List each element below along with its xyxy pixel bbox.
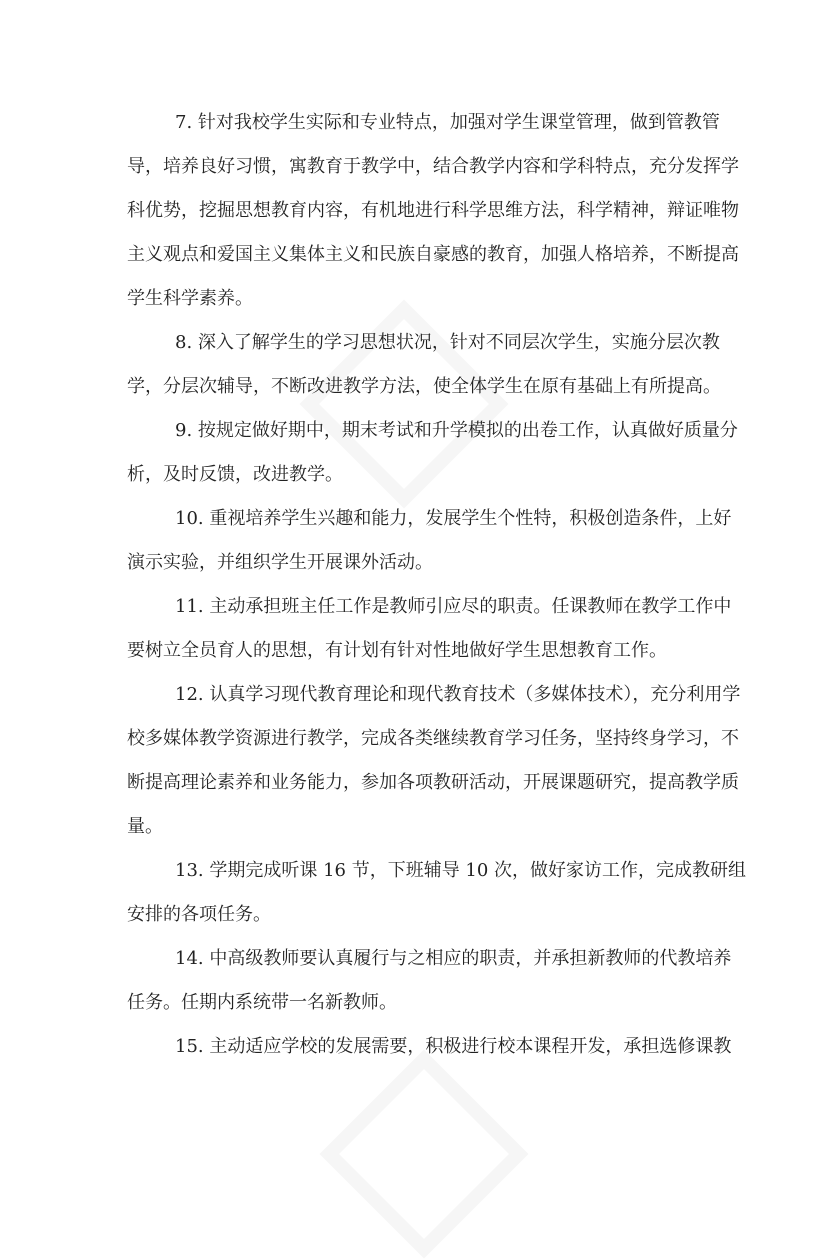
paragraph-line: 量。 [127,816,163,837]
paragraph-line: 学生科学素养。 [127,288,253,309]
paragraph-first-line: 12. 认真学习现代教育理论和现代教育技术（多媒体技术），充分利用学 [175,684,741,705]
paragraph-line: 析，及时反馈，改进教学。 [127,464,343,485]
paragraph-first-line: 14. 中高级教师要认真履行与之相应的职责，并承担新教师的代教培养 [175,948,732,969]
paragraph-line: 断提高理论素养和业务能力，参加各项教研活动，开展课题研究，提高教学质 [127,772,739,793]
watermark-logo [319,1049,528,1258]
paragraph-line: 安排的各项任务。 [127,904,271,925]
paragraph-line: 主义观点和爱国主义集体主义和民族自豪感的教育，加强人格培养，不断提高 [127,244,739,265]
paragraph-line: 任务。任期内系统带一名新教师。 [127,992,397,1013]
paragraph-first-line: 7. 针对我校学生实际和专业特点，加强对学生课堂管理，做到管教管 [175,112,720,133]
paragraph-first-line: 13. 学期完成听课 16 节，下班辅导 10 次，做好家访工作，完成教研组 [175,860,747,881]
paragraph-first-line: 8. 深入了解学生的学习思想状况，针对不同层次学生，实施分层次教 [175,332,720,353]
paragraph-line: 校多媒体教学资源进行教学，完成各类继续教育学习任务，坚持终身学习，不 [127,728,739,749]
paragraph-line: 要树立全员育人的思想，有计划有针对性地做好学生思想教育工作。 [127,640,667,661]
paragraph-line: 演示实验，并组织学生开展课外活动。 [127,552,433,573]
paragraph-first-line: 10. 重视培养学生兴趣和能力，发展学生个性特，积极创造条件，上好 [175,508,732,529]
paragraph-first-line: 15. 主动适应学校的发展需要，积极进行校本课程开发，承担选修课教 [175,1036,732,1057]
paragraph-line: 导，培养良好习惯，寓教育于教学中，结合教学内容和学科特点，充分发挥学 [127,156,739,177]
paragraph-line: 科优势，挖掘思想教育内容，有机地进行科学思维方法，科学精神，辩证唯物 [127,200,739,221]
paragraph-first-line: 9. 按规定做好期中，期末考试和升学模拟的出卷工作，认真做好质量分 [175,420,738,441]
paragraph-line: 学，分层次辅导，不断改进教学方法，使全体学生在原有基础上有所提高。 [127,376,721,397]
paragraph-first-line: 11. 主动承担班主任工作是教师引应尽的职责。任课教师在教学工作中 [175,596,732,617]
